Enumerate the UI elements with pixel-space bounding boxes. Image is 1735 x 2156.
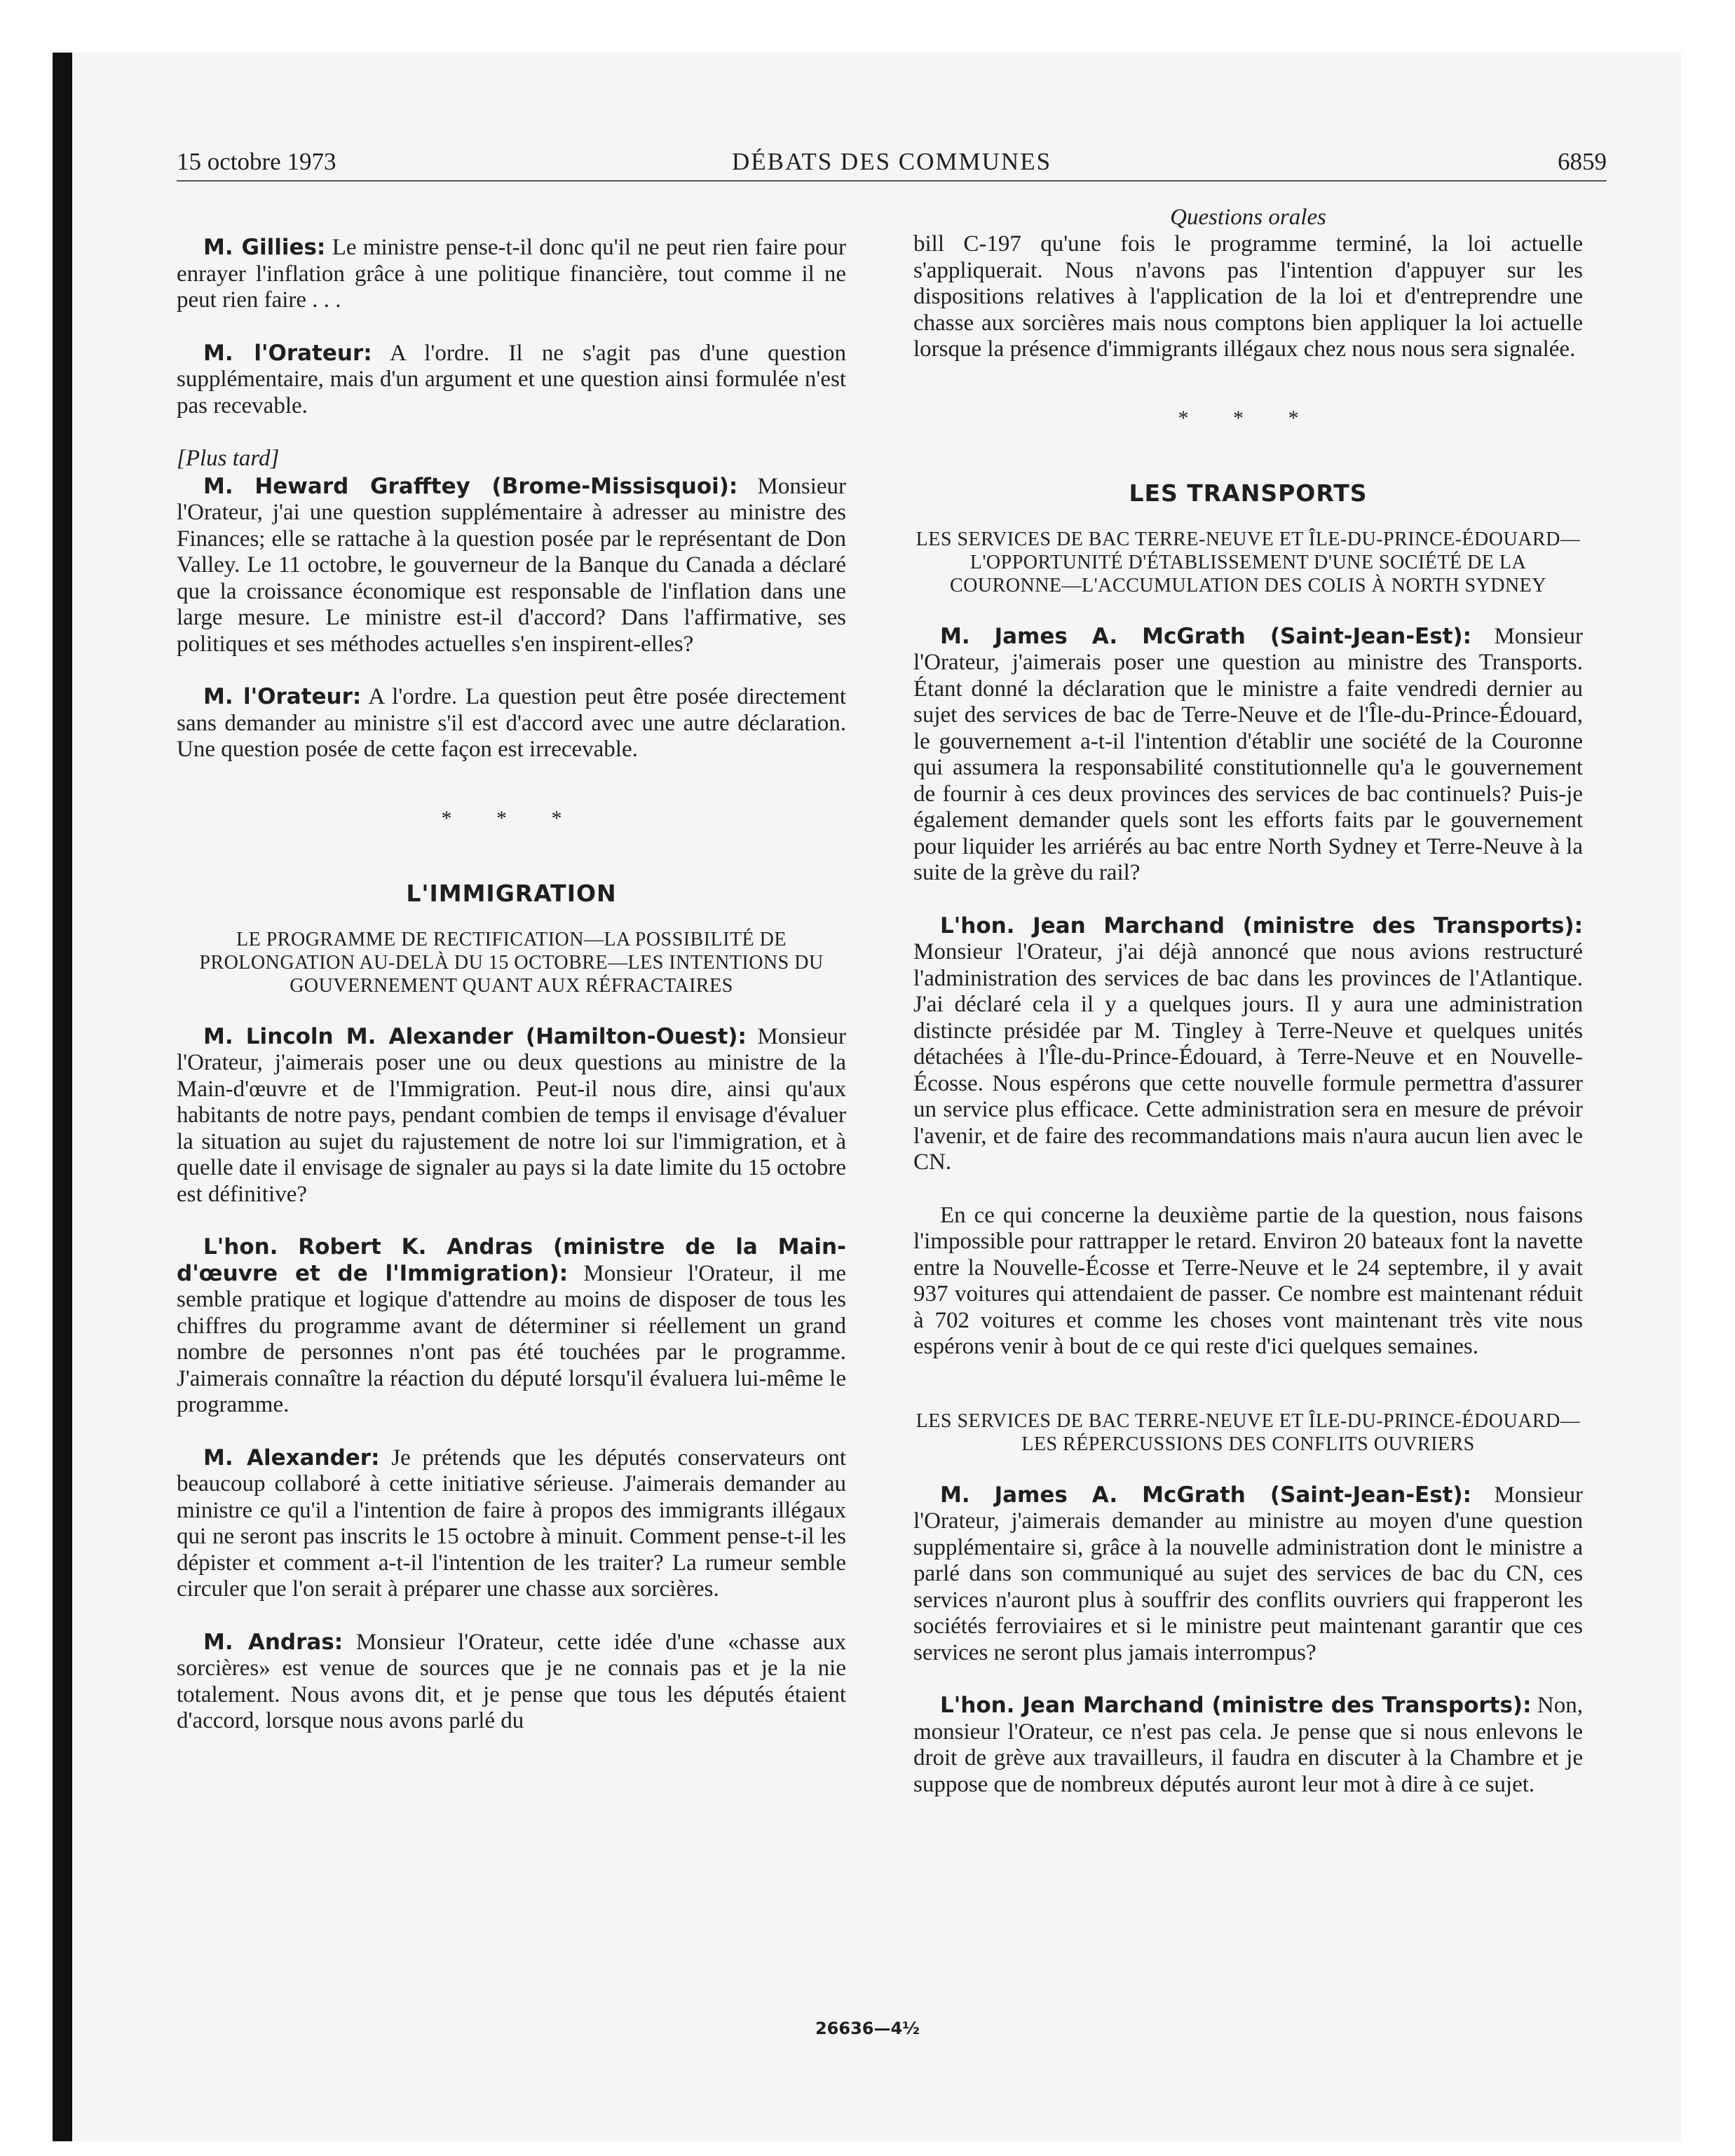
section-separator: * * *: [1178, 406, 1319, 430]
speech-text: Monsieur l'Orateur, j'ai une question supplémentaire à adresser au ministre des Finances; elle se rattache à la question posée par le représentant de Don Valley. Le 11 octobre, le gouverneur de la Banque du Canada a déclaré que la croissance économique est responsable de l'inflation dans une large mesure. Le ministre est-il d'accord? Dans l'affirmative, ses politiques et ses méthodes actuelles s'en inspirent-elles?: [177, 473, 846, 657]
header-title: DÉBATS DES COMMUNES: [731, 148, 1052, 175]
subheading: LES SERVICES DE BAC TERRE-NEUVE ET ÎLE-DU-PRINCE-ÉDOUARD—L'OPPORTUNITÉ D'ÉTABLISSEMENT D'UNE SOCIÉTÉ DE LA COURONNE—L'ACCUMULATION DES COLIS À NORTH SYDNEY: [916, 528, 1581, 596]
speech-text: Monsieur l'Orateur, j'aimerais demander au ministre au moyen d'une question supplémentaire si, grâce à la nouvelle administration dont le ministre a parlé dans son communiqué au sujet des services de bac du CN, ces services n'auront plus à souffrir des conflits ouvriers qui frapperont les sociétés ferroviaires et si le ministre peut maintenant garantir que ces services ne seront plus jamais interrompus?: [913, 1482, 1583, 1665]
paragraph: [177, 474, 846, 658]
speaker: M. Heward Grafftey (Brome-Missisquoi):: [203, 473, 738, 499]
speech-text: Monsieur l'Orateur, j'ai déjà annoncé que nous avions restructuré l'administration des services de bac dans les provinces de l'Atlantique. J'ai déclaré cela il y a quelques jours. Il y aura une administration distincte présidée par M. Tingley à Terre-Neuve et quelques unités détachées à l'Île-du-Prince-Édouard, à Terre-Neuve et en Nouvelle-Écosse. Nous espérons que cette nouvelle formule permettra d'assurer un service plus efficace. Cette administration sera en mesure de prévoir l'avenir, et de faire des recommandations mais n'aura aucun lien avec le CN.: [913, 939, 1583, 1175]
speaker: L'hon. Robert K. Andras (ministre de la Main-d'œuvre et de l'Immigration):: [177, 1234, 846, 1286]
later-note: [Plus tard]: [177, 446, 280, 471]
speech-text: Monsieur l'Orateur, j'aimerais poser une question au ministre des Transports. Étant donné la déclaration que le ministre a faite vendredi dernier au sujet des services de bac de Terre-Neuve et de l'Île-du-Prince-Édouard, le gouvernement a-t-il l'intention d'établir une société de la Couronne qui assumera la responsabilité constitutionnelle qu'a le gouvernement de fournir à ces deux provinces des services de bac continuels? Puis-je également demander quels sont les efforts faits par le gouvernement pour liquider les arriérés au bac entre North Sydney et Terre-Neuve à la suite de la grève du rail?: [913, 623, 1583, 885]
section-title: L'IMMIGRATION: [406, 880, 617, 907]
right-column: [913, 203, 1583, 1824]
paragraph: [913, 1482, 1583, 1667]
subheading: LE PROGRAMME DE RECTIFICATION—LA POSSIBILITÉ DE PROLONGATION AU-DELÀ DU 15 OCTOBRE—LES INTENTIONS DU GOUVERNEMENT QUANT AUX RÉFRACTAIRES: [199, 928, 824, 997]
speech-text: Le ministre pense-t-il donc qu'il ne peut rien faire pour enrayer l'inflation grâce à une politique financière, tout comme il ne peut rien faire . . .: [177, 235, 846, 313]
speaker: M. Andras:: [203, 1629, 343, 1655]
header-date: 15 octobre 1973: [177, 148, 336, 175]
paragraph: [913, 913, 1583, 1176]
paragraph: [177, 235, 846, 314]
paragraph: [913, 1693, 1583, 1798]
speech-text: Monsieur l'Orateur, cette idée d'une «chasse aux sorcières» est venue de sources que je ne connais pas et je la nie totalement. Nous avons dit, et je pense que tous les députés étaient d'accord, lorsque nous avons parlé du: [177, 1629, 846, 1733]
section-separator: * * *: [441, 806, 582, 830]
speaker: M. Alexander:: [203, 1445, 380, 1471]
paragraph: [913, 1203, 1583, 1360]
subheading: LES SERVICES DE BAC TERRE-NEUVE ET ÎLE-DU-PRINCE-ÉDOUARD—LES RÉPERCUSSIONS DES CONFLITS OUVRIERS: [916, 1410, 1581, 1455]
scan-edge: [53, 53, 72, 2141]
speaker: M. James A. McGrath (Saint-Jean-Est):: [940, 1482, 1472, 1508]
paragraph: [177, 1445, 846, 1603]
paragraph: [177, 341, 846, 420]
speech-text: Je prétends que les députés conservateurs ont beaucoup collaboré à cette initiative sérieuse. J'aimerais demander au ministre ce qu'il a l'intention de faire à propos des immigrants illégaux qui ne seront pas inscrits le 15 octobre à minuit. Comment pense-t-il les dépister et comment a-t-il l'intention de les traiter? La rumeur semble circuler que l'on serait à préparer une chasse aux sorcières.: [177, 1445, 846, 1602]
running-head: Questions orales: [1170, 205, 1326, 230]
speaker: L'hon. Jean Marchand (ministre des Transports):: [940, 913, 1583, 939]
speech-text: Monsieur l'Orateur, il me semble pratique et logique d'attendre au moins de disposer de tous les chiffres du programme avant de déterminer si réellement un grand nombre de personnes n'ont pas été touchées par le programme. J'aimerais connaître la réaction du député lorsqu'il évaluera lui-même le programme.: [177, 1260, 846, 1417]
speech-text: A l'ordre. La question peut être posée directement sans demander au ministre s'il est d'accord avec une autre déclaration. Une question posée de cette façon est irrecevable.: [177, 684, 846, 762]
left-column: [177, 235, 846, 1761]
speaker: M. l'Orateur:: [203, 340, 372, 366]
section-title: LES TRANSPORTS: [1129, 479, 1368, 507]
speaker: M. Gillies:: [203, 235, 326, 260]
page-footer-code: 26636—4½: [815, 2019, 920, 2038]
speaker: M. Lincoln M. Alexander (Hamilton-Ouest):: [203, 1023, 747, 1049]
paragraph: [177, 1024, 846, 1208]
speech-text: Non, monsieur l'Orateur, ce n'est pas cela. Je pense que si nous enlevons le droit de grève aux travailleurs, il faudra en discuter à la Chambre et je suppose que de nombreux députés auront leur mot à dire à ce sujet.: [913, 1693, 1583, 1797]
speech-text: A l'ordre. Il ne s'agit pas d'une question supplémentaire, mais d'un argument et une question ainsi formulée n'est pas recevable.: [177, 340, 846, 418]
page-number: 6859: [1558, 148, 1607, 175]
paragraph: [913, 624, 1583, 887]
speech-text: Monsieur l'Orateur, j'aimerais poser une ou deux questions au ministre de la Main-d'œuvre et de l'Immigration. Peut-il nous dire, ainsi qu'aux habitants de notre pays, pendant combien de temps il envisage d'évaluer la situation au sujet du rajustement de notre loi sur l'immigration, et à quelle date il envisage de signaler au pays si la date limite du 15 octobre est définitive?: [177, 1023, 846, 1207]
speech-text: bill C-197 qu'une fois le programme terminé, la loi actuelle s'appliquerait. Nous n'avons pas l'intention d'appuyer sur les dispositions relatives à l'application de la loi et d'entreprendre une chasse aux sorcières mais nous comptons bien appliquer la loi actuelle lorsque la présence d'immigrants illégaux chez nous nous sera signalée.: [913, 231, 1583, 362]
speech-text: En ce qui concerne la deuxième partie de la question, nous faisons l'impossible pour rattrapper le retard. Environ 20 bateaux font la navette entre la Nouvelle-Écosse et Terre-Neuve et le 24 septembre, il y avait 937 voitures qui attendaient de passer. Ce nombre est maintenant réduit à 702 voitures et comme les choses vont maintenant très vite nous espérons venir à bout de ce qui reste d'ici quelques semaines.: [913, 1202, 1583, 1359]
speaker: M. l'Orateur:: [203, 684, 362, 709]
page-header: [177, 144, 1607, 182]
paragraph: [177, 684, 846, 763]
paragraph: [177, 1234, 846, 1419]
speaker: M. James A. McGrath (Saint-Jean-Est):: [940, 623, 1472, 649]
paragraph: [913, 231, 1583, 363]
speaker: L'hon. Jean Marchand (ministre des Transports):: [940, 1693, 1532, 1718]
paragraph: [177, 1630, 846, 1735]
